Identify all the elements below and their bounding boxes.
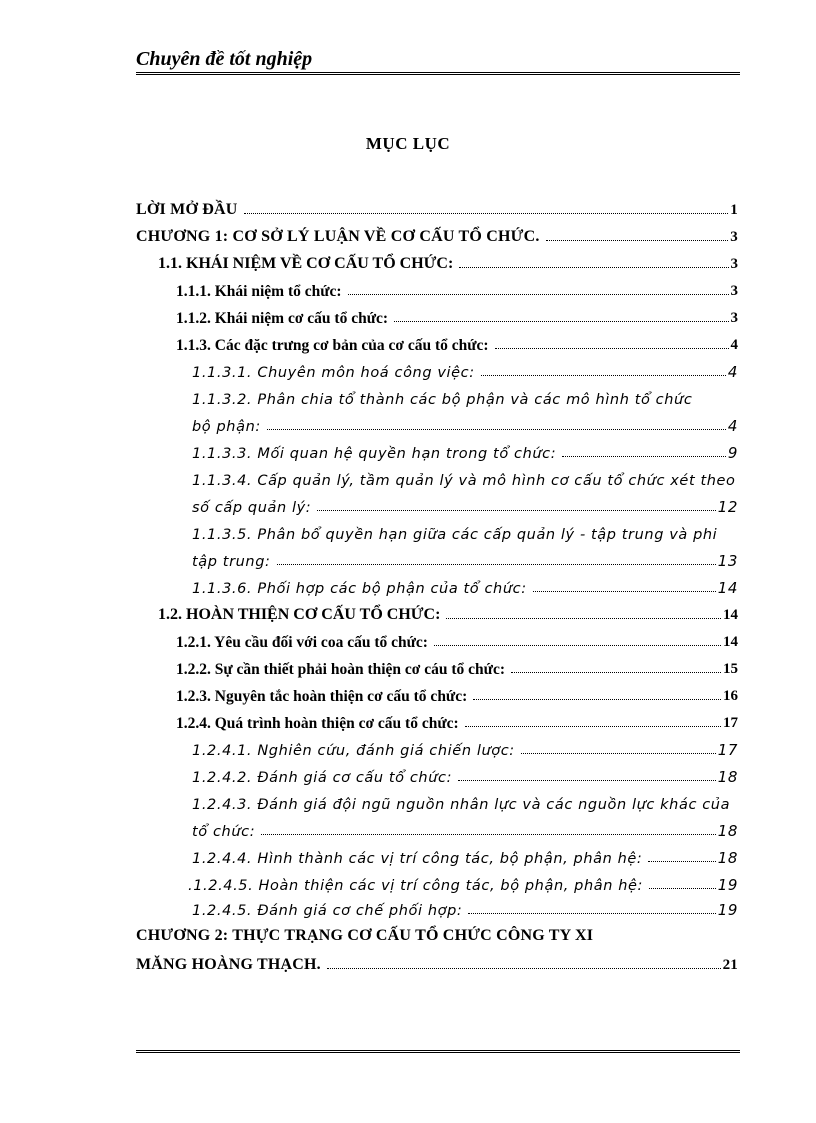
dot-leader <box>562 456 726 457</box>
toc-page-number: 18 <box>717 768 738 786</box>
toc-page-number: 17 <box>717 741 738 759</box>
toc-entry-text-line: CHƯƠNG 2: THỰC TRẠNG CƠ CẤU TỔ CHỨC CÔNG TY XI <box>136 927 594 944</box>
dot-leader <box>481 375 726 376</box>
toc-entry[interactable] <box>192 489 738 515</box>
toc-entry-text: 1.2.1. Yêu cầu đối với coa cấu tổ chức: <box>176 633 428 651</box>
toc-entry-text: 1.1.3.1. Chuyên môn hoá công việc: <box>192 364 475 381</box>
toc-entry-text: 1.2.4.1. Nghiên cứu, đánh giá chiến lược: <box>192 742 515 759</box>
toc-page-number: 3 <box>730 229 738 245</box>
toc-page-number: 4 <box>730 337 738 353</box>
toc-entry-text: 1.2.3. Nguyên tắc hoàn thiện cơ cấu tổ chức: <box>176 687 468 705</box>
toc-entry[interactable] <box>188 867 738 893</box>
toc-page-number: 19 <box>717 901 738 919</box>
toc-entry-text: 1.2.4. Quá trình hoàn thiện cơ cấu tổ chức: <box>176 714 459 732</box>
toc-entry-text: 1.1. KHÁI NIỆM VỀ CƠ CẤU TỔ CHỨC: <box>158 255 454 272</box>
dot-leader <box>533 591 716 592</box>
toc-entry[interactable] <box>192 813 738 839</box>
toc-entry-text-line: 1.1.3.4. Cấp quản lý, tầm quản lý và mô hình cơ cấu tổ chức xét theo <box>192 472 736 489</box>
toc-entry-text: số cấp quản lý: <box>192 499 312 516</box>
toc-entry[interactable] <box>136 219 738 245</box>
toc-page-number: 19 <box>717 876 738 894</box>
toc-entry[interactable] <box>158 246 738 272</box>
dot-leader <box>521 753 716 754</box>
toc-entry[interactable] <box>136 192 738 218</box>
toc-page-number: 14 <box>723 634 738 650</box>
toc-entry-text: 1.2.2. Sự cần thiết phải hoàn thiện cơ cáu tổ chức: <box>176 660 506 678</box>
toc-page-number: 18 <box>717 822 738 840</box>
dot-leader <box>394 321 728 322</box>
dot-leader <box>244 213 729 214</box>
toc-page-number: 12 <box>717 498 738 516</box>
toc-page-number: 16 <box>723 688 738 704</box>
dot-leader <box>317 510 715 511</box>
page-header-title: Chuyên đề tốt nghiệp <box>136 48 313 70</box>
toc-entry-text: 1.1.1. Khái niệm tổ chức: <box>176 282 342 300</box>
toc-entry-text: 1.2.4.5. Đánh giá cơ chế phối hợp: <box>192 902 463 919</box>
toc-page-number: 14 <box>723 607 738 623</box>
dot-leader <box>465 726 721 727</box>
footer-rule <box>136 1050 740 1053</box>
dot-leader <box>546 240 729 241</box>
toc-entry-text: LỜI MỞ ĐẦU <box>136 201 238 218</box>
toc-entry[interactable] <box>176 300 738 326</box>
dot-leader <box>495 348 729 349</box>
toc-entry-text: .1.2.4.5. Hoàn thiện các vị trí công tác, bộ phận, phân hệ: <box>188 877 644 894</box>
dot-leader <box>468 913 715 914</box>
dot-leader <box>511 672 721 673</box>
toc-page-number: 21 <box>722 957 738 973</box>
toc-entry-text-line: 1.2.4.3. Đánh giá đội ngũ nguồn nhân lực và các nguồn lực khác của <box>192 796 731 813</box>
toc-page-number: 18 <box>717 849 738 867</box>
dot-leader <box>327 968 721 969</box>
toc-entry[interactable] <box>158 597 738 623</box>
toc-page-number: 15 <box>723 661 738 677</box>
toc-page-number: 4 <box>727 363 738 381</box>
dot-leader <box>434 645 721 646</box>
toc-entry[interactable] <box>192 759 738 785</box>
toc-entry[interactable] <box>176 624 738 650</box>
dot-leader <box>458 780 716 781</box>
toc-page-number: 9 <box>727 444 738 462</box>
toc-page-number: 3 <box>730 310 738 326</box>
dot-leader <box>267 429 726 430</box>
toc-entry[interactable] <box>176 327 738 353</box>
dot-leader <box>648 861 715 862</box>
dot-leader <box>459 267 728 268</box>
toc-entry-text-line: 1.1.3.2. Phân chia tổ thành các bộ phận và các mô hình tổ chức <box>192 391 693 408</box>
toc-entry[interactable] <box>192 543 738 569</box>
toc-entry-text: 1.1.3.6. Phối hợp các bộ phận của tổ chức: <box>192 580 527 597</box>
dot-leader <box>277 564 716 565</box>
toc-entry[interactable] <box>192 732 738 758</box>
toc-entry-text: bộ phận: <box>192 418 261 435</box>
toc-page-number: 14 <box>717 579 738 597</box>
toc-entry[interactable] <box>136 947 738 973</box>
toc-entry-text: tổ chức: <box>192 823 256 840</box>
toc-page-number: 13 <box>717 552 738 570</box>
toc-entry[interactable] <box>192 892 738 918</box>
dot-leader <box>261 834 716 835</box>
toc-page-number: 1 <box>730 202 738 218</box>
toc-page-number: 17 <box>723 715 738 731</box>
toc-page-number: 3 <box>730 283 738 299</box>
toc-page-number: 3 <box>730 256 738 272</box>
toc-entry-text: 1.1.3.3. Mối quan hệ quyền hạn trong tổ chức: <box>192 445 557 462</box>
toc-entry-text: 1.2. HOÀN THIỆN CƠ CẤU TỔ CHỨC: <box>158 606 441 623</box>
toc-entry-text-line: 1.1.3.5. Phân bổ quyền hạn giữa các cấp quản lý - tập trung và phi <box>192 526 718 543</box>
toc-entry[interactable] <box>176 651 738 677</box>
toc-entry[interactable] <box>192 840 738 866</box>
header-rule <box>136 72 740 75</box>
dot-leader <box>446 618 721 619</box>
toc-entry-text: MĂNG HOÀNG THẠCH. <box>136 956 321 973</box>
document-title: MỤC LỤC <box>365 134 451 153</box>
toc-entry-text: tập trung: <box>192 553 271 570</box>
toc-entry-text: 1.2.4.2. Đánh giá cơ cấu tổ chức: <box>192 769 453 786</box>
toc-entry[interactable] <box>176 678 738 704</box>
toc-entry-text: 1.1.2. Khái niệm cơ cấu tổ chức: <box>176 309 389 327</box>
toc-entry-text: CHƯƠNG 1: CƠ SỞ LÝ LUẬN VỀ CƠ CẤU TỔ CHỨC. <box>136 228 540 245</box>
dot-leader <box>649 888 716 889</box>
toc-entry[interactable] <box>192 435 738 461</box>
toc-entry[interactable] <box>176 705 738 731</box>
toc-entry[interactable] <box>192 354 738 380</box>
toc-entry[interactable] <box>192 570 738 596</box>
toc-page-number: 4 <box>727 417 738 435</box>
toc-entry-text: 1.1.3. Các đặc trưng cơ bản của cơ cấu tổ chức: <box>176 336 489 354</box>
toc-entry[interactable] <box>176 273 738 299</box>
dot-leader <box>348 294 729 295</box>
dot-leader <box>473 699 721 700</box>
toc-entry-text: 1.2.4.4. Hình thành các vị trí công tác, bộ phận, phân hệ: <box>192 850 643 867</box>
toc-entry[interactable] <box>192 408 738 434</box>
